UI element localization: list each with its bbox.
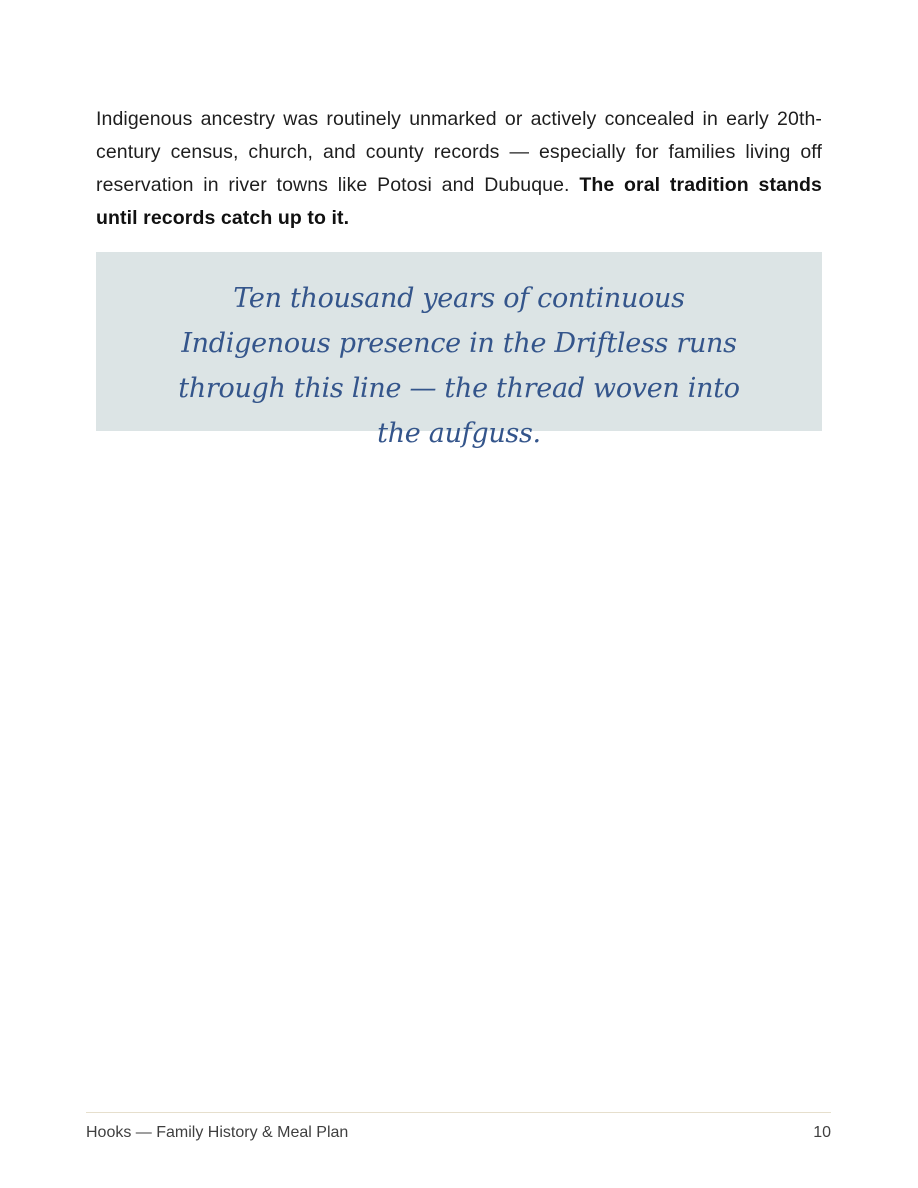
paragraph-text: Indigenous ancestry was routinely unmarked or actively concealed in early 20th-century census, church, and county records — especially for families living off reservation in river towns like Potosi and Dubuque.	[96, 108, 822, 196]
pull-quote-text: Ten thousand years of continuous Indigenous presence in the Driftless runs through this line — the thread woven into the aufguss.	[178, 283, 740, 449]
footer-title: Hooks — Family History & Meal Plan	[86, 1124, 349, 1141]
page-number: 10	[813, 1124, 831, 1141]
pull-quote-callout	[96, 252, 822, 449]
body-paragraph	[96, 103, 822, 235]
paragraph-bold-text: The oral tradition stands until records catch up to it.	[96, 174, 822, 229]
footer-divider	[86, 1112, 831, 1113]
